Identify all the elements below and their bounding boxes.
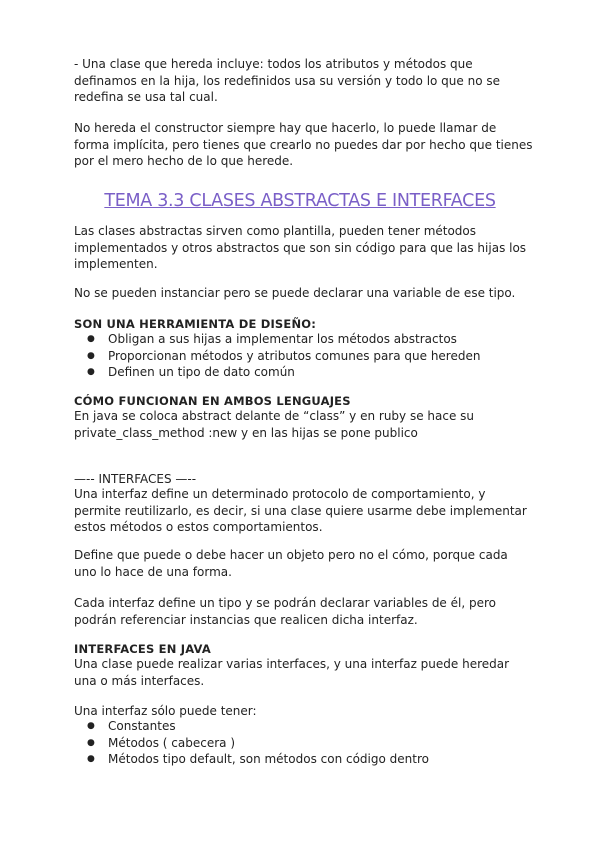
list-item: ● Obligan a sus hijas a implementar los métodos abstractos <box>74 331 480 348</box>
list-item: ● Métodos ( cabecera ) <box>74 735 429 752</box>
paragraph-only-can-have: Una interfaz sólo puede tener: <box>74 704 257 718</box>
list-item: ● Proporcionan métodos y atributos comunes para que hereden <box>74 348 480 365</box>
paragraph-interface-def: Una interfaz define un determinado protocolo de comportamiento, y permite reutilizarlo, es decir, si una clase quiere usarme debe implementar estos métodos o estos comportamientos. <box>74 487 527 534</box>
paragraph-java-ruby: En java se coloca abstract delante de “class” y en ruby se hace su private_class_method :new y en las hijas se pone publico <box>74 409 475 440</box>
paragraph-inheritance: - Una clase que hereda incluye: todos los atributos y métodos que definamos en la hija, los redefinidos usa su versión y todo lo que no se redefina se usa tal cual. <box>74 57 500 104</box>
interface-members-list <box>74 718 429 768</box>
heading-design-tool: SON UNA HERRAMIENTA DE DISEÑO: <box>74 317 317 331</box>
paragraph-interface-type: Cada interfaz define un tipo y se podrán declarar variables de él, pero podrán referenciar instancias que realicen dicha interfaz. <box>74 596 496 627</box>
paragraph-interface-what: Define que puede o debe hacer un objeto pero no el cómo, porque cada uno lo hace de una forma. <box>74 548 508 579</box>
heading-interfaces-java: INTERFACES EN JAVA <box>74 642 211 656</box>
paragraph-no-instance: No se pueden instanciar pero se puede declarar una variable de ese tipo. <box>74 286 516 300</box>
paragraph-constructor: No hereda el constructor siempre hay que hacerlo, lo puede llamar de forma implícita, pero tienes que crearlo no puedes dar por hecho que tienes por el mero hecho de lo que herede. <box>74 121 533 168</box>
design-tool-list <box>74 331 480 381</box>
paragraph-abstract-intro: Las clases abstractas sirven como plantilla, pueden tener métodos implementados y otros abstractos que son sin código para que las hijas los implementen. <box>74 224 527 271</box>
section-title: TEMA 3.3 CLASES ABSTRACTAS E INTERFACES <box>104 191 496 211</box>
heading-how-work: CÓMO FUNCIONAN EN AMBOS LENGUAJES <box>74 394 351 408</box>
list-item: ● Constantes <box>74 718 429 735</box>
list-item: ● Definen un tipo de dato común <box>74 364 480 381</box>
list-item: ● Métodos tipo default, son métodos con código dentro <box>74 751 429 768</box>
paragraph-java-interfaces: Una clase puede realizar varias interfaces, y una interfaz puede heredar una o más interfaces. <box>74 657 510 688</box>
interfaces-divider: —-- INTERFACES —-- <box>74 472 197 486</box>
